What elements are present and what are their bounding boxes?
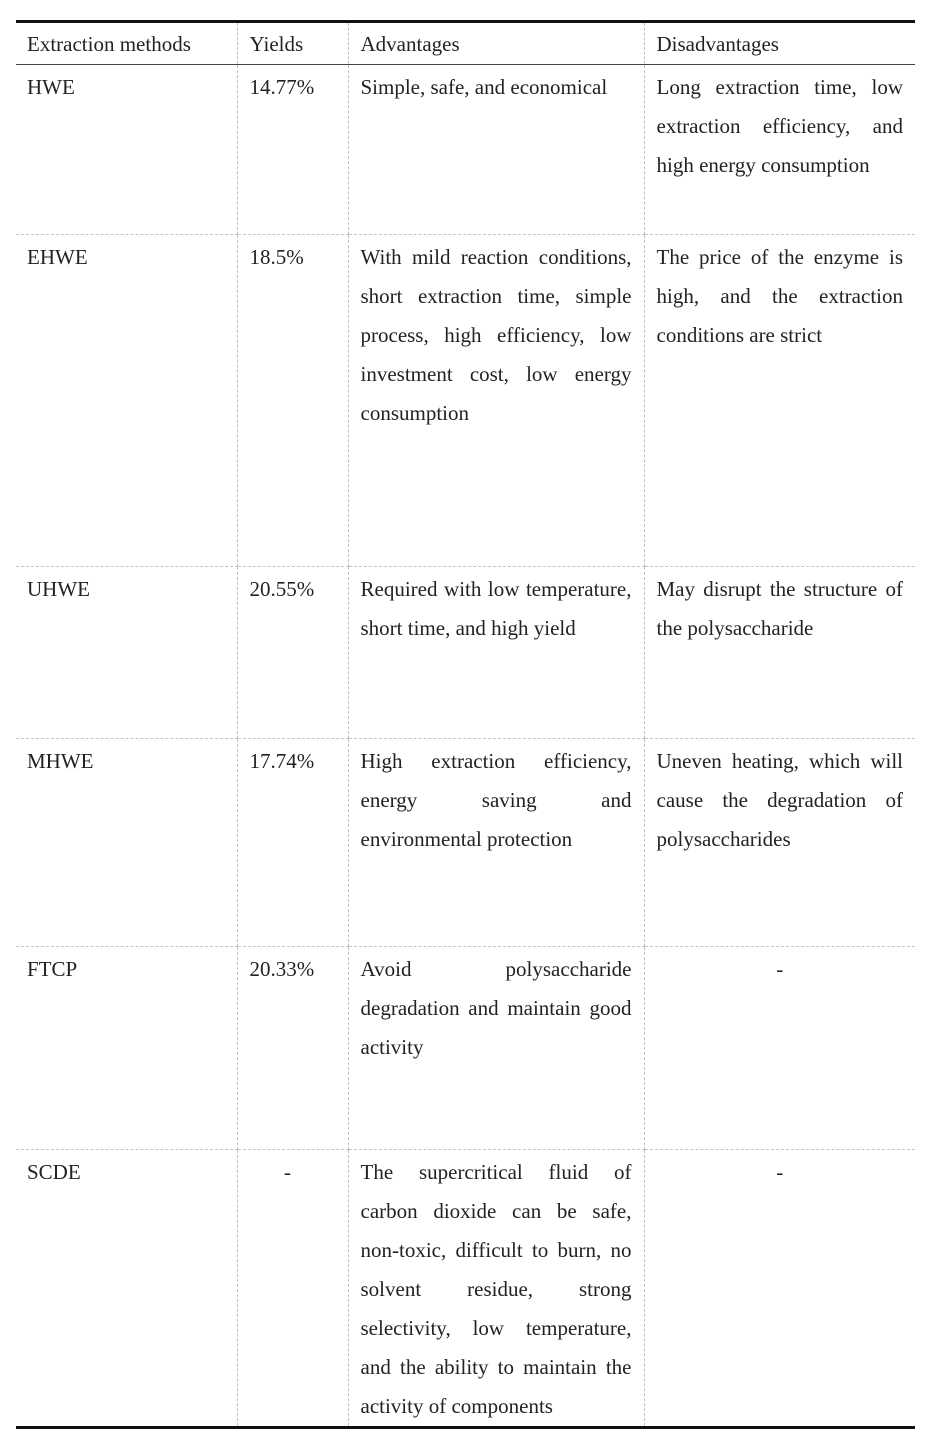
disadvantages-cell: Long extraction time, low extraction efficiency, and high energy consumption — [644, 65, 915, 235]
table-row — [16, 1150, 915, 1428]
yield-cell: 20.55% — [237, 567, 348, 739]
extraction-methods-table — [16, 20, 915, 1429]
advantages-cell: High extraction efficiency, energy saving and environmental protection — [348, 739, 644, 947]
table-row — [16, 739, 915, 947]
disadvantages-cell: Uneven heating, which will cause the degradation of polysaccharides — [644, 739, 915, 947]
method-cell: SCDE — [16, 1150, 237, 1428]
method-cell: FTCP — [16, 947, 237, 1150]
disadvantages-cell: May disrupt the structure of the polysaccharide — [644, 567, 915, 739]
yield-cell: 20.33% — [237, 947, 348, 1150]
yield-cell: 17.74% — [237, 739, 348, 947]
header-disadvantages: Disadvantages — [644, 22, 915, 65]
yield-cell: 18.5% — [237, 235, 348, 567]
header-row — [16, 22, 915, 65]
yield-cell: 14.77% — [237, 65, 348, 235]
disadvantages-cell: The price of the enzyme is high, and the extraction conditions are strict — [644, 235, 915, 567]
advantages-cell: With mild reaction conditions, short extraction time, simple process, high efficiency, low investment cost, low energy consumption — [348, 235, 644, 567]
yield-cell: - — [237, 1150, 348, 1428]
method-cell: UHWE — [16, 567, 237, 739]
advantages-cell: The supercritical fluid of carbon dioxide can be safe, non-toxic, difficult to burn, no solvent residue, strong selectivity, low temperature, and the ability to maintain the activity of components — [348, 1150, 644, 1428]
method-cell: MHWE — [16, 739, 237, 947]
table-header — [16, 22, 915, 65]
table-body — [16, 65, 915, 1428]
header-advantages: Advantages — [348, 22, 644, 65]
disadvantages-cell: - — [644, 947, 915, 1150]
header-extraction-methods: Extraction methods — [16, 22, 237, 65]
table-row — [16, 235, 915, 567]
header-yields: Yields — [237, 22, 348, 65]
method-cell: HWE — [16, 65, 237, 235]
advantages-cell: Simple, safe, and economical — [348, 65, 644, 235]
table-row — [16, 65, 915, 235]
advantages-cell: Avoid polysaccharide degradation and maintain good activity — [348, 947, 644, 1150]
method-cell: EHWE — [16, 235, 237, 567]
advantages-cell: Required with low temperature, short time, and high yield — [348, 567, 644, 739]
disadvantages-cell: - — [644, 1150, 915, 1428]
table-row — [16, 567, 915, 739]
table-row — [16, 947, 915, 1150]
